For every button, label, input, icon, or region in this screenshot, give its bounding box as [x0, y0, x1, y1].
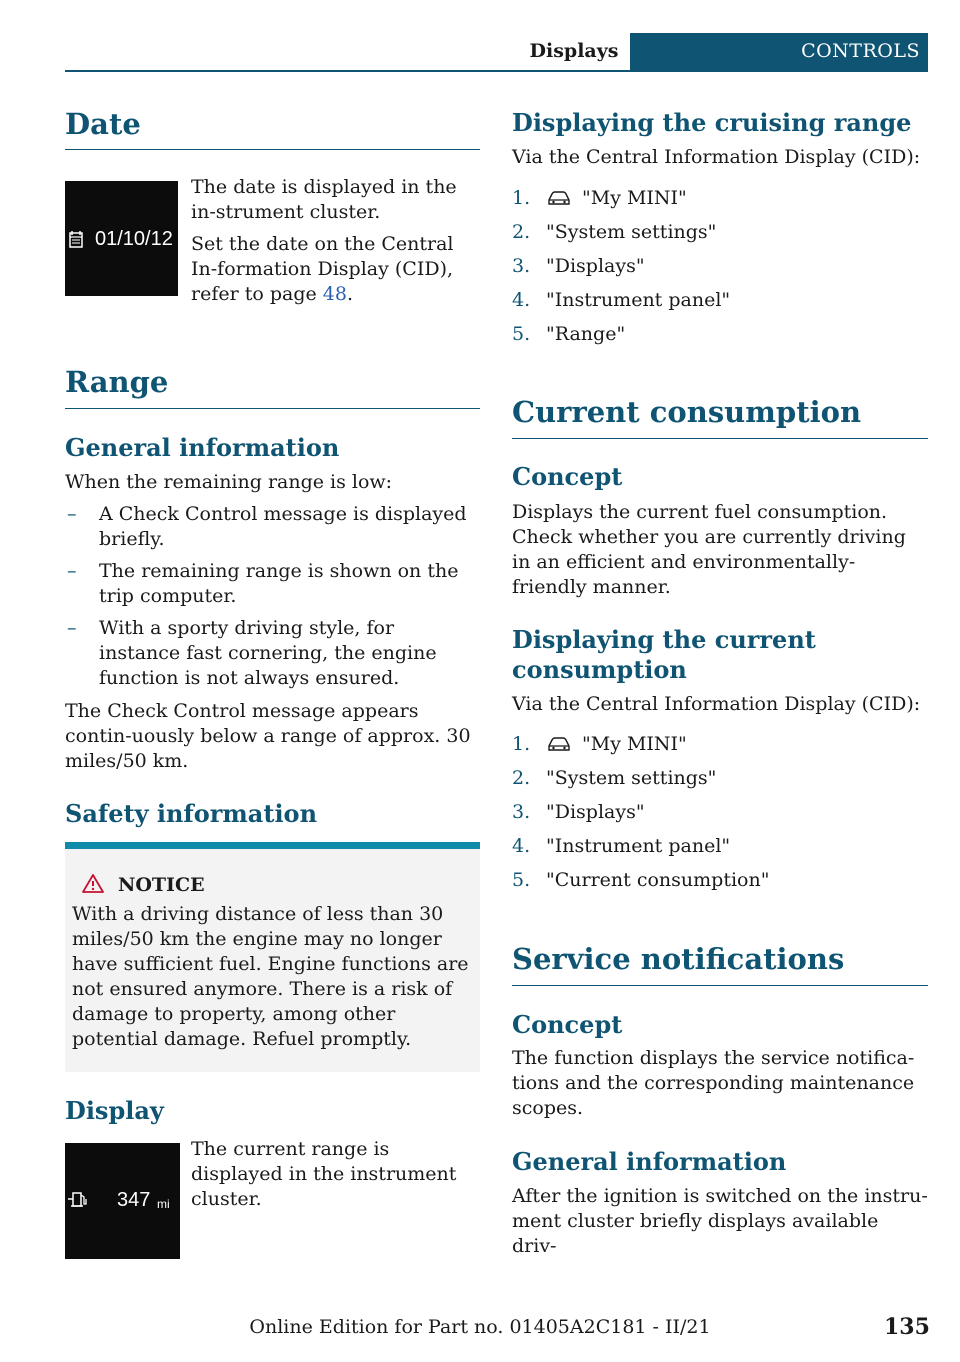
range-thumb-value: 347	[117, 1189, 151, 1211]
bullet-marker: –	[67, 617, 77, 639]
list-item	[512, 800, 928, 834]
service-general-heading: General information	[512, 1147, 787, 1176]
range-after-bullets: The Check Control message appears contin-uously below a range of approx. 30 miles/50 km.	[65, 700, 471, 772]
list-item	[512, 732, 928, 766]
date-rule	[65, 149, 480, 150]
date-text-block	[191, 175, 481, 307]
step-number: 1.	[512, 733, 531, 755]
consumption-steps	[512, 732, 928, 902]
cruising-heading: Displaying the cruising range	[512, 108, 912, 137]
bullet-text: The remaining range is shown on the trip computer.	[99, 560, 459, 607]
step-text: "Displays"	[546, 255, 645, 277]
consumption-intro: Via the Central Information Display (CID):	[512, 693, 921, 715]
cruising-steps	[512, 186, 928, 356]
consumption-display-heading: Displaying the current consumption	[512, 625, 816, 684]
consumption-rule	[512, 438, 928, 439]
list-item	[512, 254, 928, 288]
header-section: Displays	[529, 40, 619, 62]
step-number: 5.	[512, 869, 531, 891]
notice-box	[65, 842, 480, 1072]
notice-title-text: NOTICE	[118, 874, 205, 896]
notice-heading	[72, 873, 473, 896]
range-bullet-list	[65, 502, 480, 698]
list-item	[512, 868, 928, 902]
step-number: 3.	[512, 255, 531, 277]
date-para2	[191, 232, 481, 307]
range-heading: Range	[65, 365, 169, 399]
page-number: 135	[884, 1314, 930, 1340]
step-text: "Displays"	[546, 801, 645, 823]
bullet-text: A Check Control message is displayed briefly.	[99, 503, 467, 550]
safety-heading: Safety information	[65, 799, 318, 828]
step-number: 2.	[512, 221, 531, 243]
header-rule	[65, 70, 928, 72]
cruising-intro: Via the Central Information Display (CID):	[512, 146, 921, 168]
step-number: 4.	[512, 289, 531, 311]
step-number: 3.	[512, 801, 531, 823]
page-48-link[interactable]: 48	[322, 283, 347, 305]
step-text: "My MINI"	[582, 733, 687, 755]
date-para2-end: .	[346, 283, 354, 305]
list-item	[65, 559, 480, 609]
service-rule	[512, 985, 928, 986]
service-general-text: After the ignition is switched on the instru-ment cluster briefly displays available driv-	[512, 1185, 928, 1257]
range-general-intro: When the remaining range is low:	[65, 471, 393, 493]
bullet-marker: –	[67, 503, 77, 525]
range-rule	[65, 408, 480, 409]
range-thumbnail	[65, 1143, 180, 1259]
service-concept-heading: Concept	[512, 1010, 623, 1039]
list-item	[512, 834, 928, 868]
car-icon	[546, 189, 572, 207]
list-item	[512, 288, 928, 322]
list-item	[512, 186, 928, 220]
list-item	[65, 616, 480, 691]
date-thumb-value: 01/10/12	[95, 228, 173, 250]
notice-text: With a driving distance of less than 30 miles/50 km the engine may no longer have sufficient fuel. Engine functions are not ensured anymore. There is a risk of damage to property, among other potential damage. Refuel promptly.	[72, 903, 469, 1050]
step-text: "My MINI"	[582, 187, 687, 209]
step-text: "Instrument panel"	[546, 289, 731, 311]
date-para2-text: Set the date on the Central In-formation Display (CID), refer to page	[191, 233, 454, 305]
consumption-concept-heading: Concept	[512, 462, 623, 491]
bullet-text: With a sporty driving style, for instance fast cornering, the engine function is not always ensured.	[99, 617, 437, 689]
step-number: 1.	[512, 187, 531, 209]
consumption-concept-text: Displays the current fuel consumption. Check whether you are currently driving in an efficient and environmentally-friendly manner.	[512, 501, 906, 598]
date-heading: Date	[65, 107, 141, 141]
step-number: 2.	[512, 767, 531, 789]
step-text: "Instrument panel"	[546, 835, 731, 857]
step-text: "Range"	[546, 323, 626, 345]
service-heading: Service notifications	[512, 942, 845, 976]
date-para1: The date is displayed in the in-strument cluster.	[191, 176, 457, 223]
warning-icon	[82, 873, 104, 893]
step-number: 4.	[512, 835, 531, 857]
date-thumbnail	[65, 181, 178, 296]
step-text: "Current consumption"	[546, 869, 770, 891]
service-concept-text: The function displays the service notifica-tions and the corresponding maintenance scopes.	[512, 1047, 915, 1119]
range-general-heading: General information	[65, 433, 340, 462]
bullet-marker: –	[67, 560, 77, 582]
step-number: 5.	[512, 323, 531, 345]
list-item	[512, 220, 928, 254]
list-item	[512, 766, 928, 800]
header-chapter: CONTROLS	[630, 33, 928, 70]
range-thumb-unit: mi	[157, 1197, 170, 1211]
list-item	[65, 502, 480, 552]
display-heading: Display	[65, 1096, 164, 1125]
consumption-heading: Current consumption	[512, 395, 862, 429]
footer-edition: Online Edition for Part no. 01405A2C181 - II/21	[249, 1316, 711, 1338]
car-icon	[546, 735, 572, 753]
list-item	[512, 322, 928, 356]
display-text: The current range is displayed in the instrument cluster.	[191, 1138, 457, 1210]
step-text: "System settings"	[546, 767, 717, 789]
step-text: "System settings"	[546, 221, 717, 243]
